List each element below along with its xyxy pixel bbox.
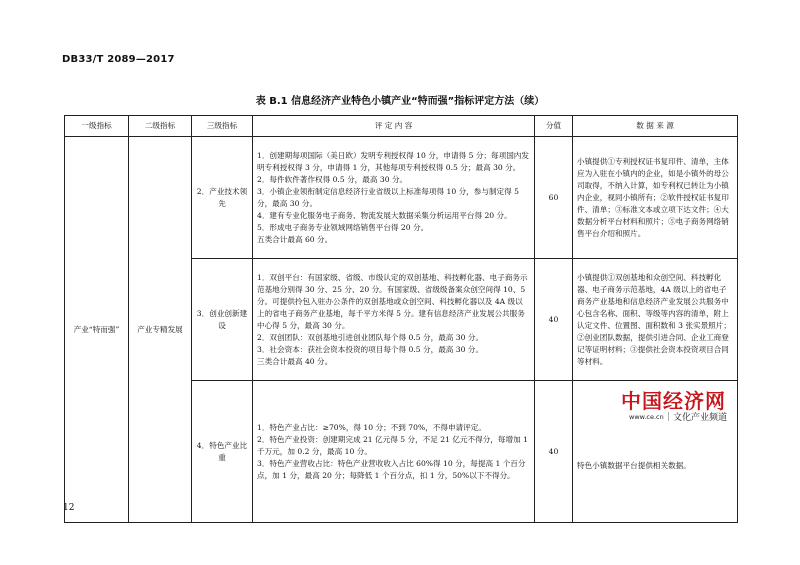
source-cell: 小镇提供①双创基地和众创空间、科技孵化器、电子商务示范基地，4A 级以上的省电子商务产业基地和信息经济产业发展公共服务中心包含名称、面积、等级等内容的清单，附上认定文件、位置图、面积数和 3 张实景照片；②创业团队数据，提供引进合同、企业工商登记等证明材料；③提供社会资本投资项目合同等材料。: [573, 259, 738, 381]
header-level2: 二级指标: [129, 116, 192, 137]
content-cell: [253, 259, 535, 381]
table-header-row: [65, 116, 738, 137]
content-line: 2．特色产业投资：创建期完成 21 亿元得 5 分，不足 21 亿元不得分，每增加 1 千万元，加 0.2 分，最高 10 分。: [257, 434, 528, 456]
header-level3: 三级指标: [192, 116, 253, 137]
level3-cell: 4．特色产业比重: [192, 381, 253, 523]
watermark-channel: ｜文化产业频道: [664, 413, 728, 423]
content-line: 五类合计最高 60 分。: [257, 234, 333, 244]
table-row: [65, 137, 738, 259]
content-line: 2．双创团队：双创基地引进创业团队每个得 0.5 分，最高 30 分。: [257, 332, 484, 342]
level1-cell: 产业“特而强”: [65, 137, 129, 523]
content-line: 3．小镇企业领衔制定信息经济行业省级以上标准每项得 10 分，参与制定得 5 分，最高 30 分。: [257, 186, 519, 208]
content-cell: [253, 137, 535, 259]
watermark: [539, 385, 729, 433]
source-cell: 小镇提供①专利授权证书复印件、清单，主体应为入驻在小镇内的企业，如是小镇外的母公司取得，不纳入计算，如专利权已转让为小镇内企业，视同小镇所有；②软件授权证书复印件、清单；③标准文本或立项下达文件；④大数据分析平台材料和照片；⑤电子商务网络销售平台介绍和照片。: [573, 137, 738, 259]
content-line: 1．特色产业占比：≥70%，得 10 分；不到 70%，不得申请评定。: [257, 422, 486, 432]
header-level1: 一级指标: [65, 116, 129, 137]
content-line: 1．双创平台：有国家级、省级、市级认定的双创基地、科技孵化器、电子商务示范基地分别得 30 分、25 分、20 分。有国家级、省级级备案众创空间得 10、5 分。可提供拎包入驻办公条件的双创基地或众创空间、科技孵化器以及 4A 级以上的省电子商务产业基地，每千平方米得 5 分。建有信息经济产业发展公共服务中心得 5 分，最高 30 分。: [257, 272, 528, 330]
source-cell: 特色小镇数据平台提供相关数据。: [573, 381, 738, 523]
level3-cell: 2．产业技术领先: [192, 137, 253, 259]
table-title: 表 B.1 信息经济产业特色小镇产业“特而强”指标评定方法（续）: [255, 96, 545, 107]
score-cell: 40: [535, 381, 573, 523]
content-line: 3．特色产业营收占比：特色产业营收收入占比 60%得 10 分，每提高 1 个百分点，加 1 分，最高 20 分；每降低 1 个百分点，扣 1 分，50%以下不得分。: [257, 458, 526, 480]
content-line: 5．形成电子商务专业领域网络销售平台得 20 分。: [257, 222, 429, 232]
watermark-url: www.ce.cn: [629, 413, 664, 421]
level2-cell: 产业专精发展: [129, 137, 192, 523]
score-cell: 60: [535, 137, 573, 259]
standard-code: DB33/T 2089—2017: [62, 54, 175, 65]
content-line: 1．创建期每项国际（美日欧）发明专利授权得 10 分，申请得 5 分；每项国内发明专利授权得 3 分，申请得 1 分，其他每项专利授权得 0.5 分；最高 30 分。: [257, 150, 529, 172]
evaluation-table: [64, 115, 738, 523]
content-line: 4．建有专业化服务电子商务、物流发展大数据采集分析运用平台得 20 分。: [257, 210, 512, 220]
watermark-logo: 中国经济网: [621, 389, 726, 413]
page-number: 12: [63, 503, 75, 513]
content-line: 3．社会资本：获社会资本投资的项目每个得 0.5 分，最高 30 分。: [257, 344, 484, 354]
header-source: 数 据 来 源: [573, 116, 738, 137]
level3-cell: 3．创业创新建设: [192, 259, 253, 381]
header-score: 分值: [535, 116, 573, 137]
content-cell: [253, 381, 535, 523]
content-line: 2．每件软件著作权得 0.5 分，最高 30 分。: [257, 174, 408, 184]
content-line: 三类合计最高 40 分。: [257, 356, 333, 366]
header-content: 评 定 内 容: [253, 116, 535, 137]
score-cell: 40: [535, 259, 573, 381]
